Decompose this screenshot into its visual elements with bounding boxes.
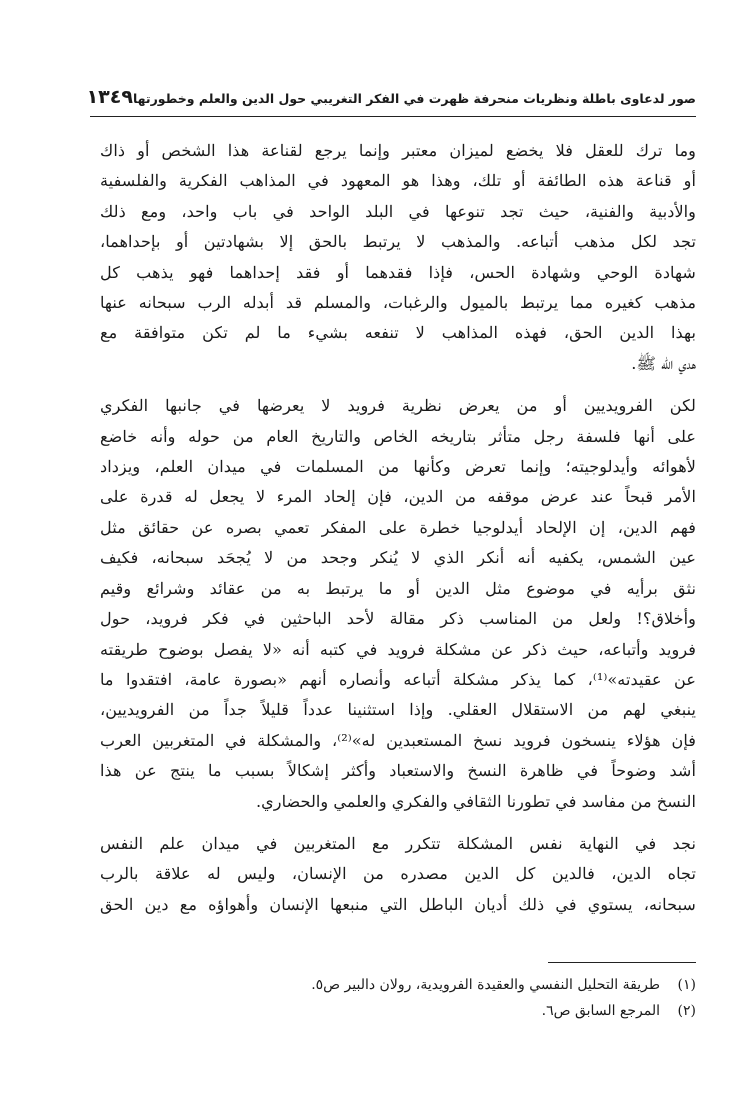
text-line: والأدبية والفنية، حيث تجد تنوعها في البلد الواحد في باب واحد، ومع ذلك xyxy=(100,201,696,221)
text-line: بهذا الدين الحق، فهذه المذاهب لا تنفعه بشيء ما لم تكن متوافقة مع xyxy=(100,323,696,343)
footnote-text: طريقة التحليل النفسي والعقيدة الفرويدية، رولان دالبير ص٥. xyxy=(311,977,660,993)
text-line: شهادة الوحي وشهادة الحس، فإذا فقدهما أو فقد إحداهما فهو يذهب كل xyxy=(100,262,696,282)
text-line: النسخ من مفاسد في تطورنا الثقافي والفكري والعلمي والحضاري. xyxy=(255,791,696,811)
text-line: أو قناعة هذه الطائفة أو تلك، وهذا هو المعهود في المذاهب الفكرية والفلسفية xyxy=(100,171,696,191)
text-line: أشد وضوحاً في ظاهرة النسخ والاستعباد وأكثر إشكالاً بسبب ما ينتج عن هذا xyxy=(100,761,696,781)
paragraph-3 xyxy=(100,829,696,920)
text-line: مذهب كغيره مما يرتبط بالميول والرغبات، والمسلم قد أبدله الرب سبحانه عنها xyxy=(100,293,696,313)
header-rule xyxy=(90,116,696,117)
text-line: على أنها فلسفة رجل متأثر بتاريخه الخاص والتاريخ العام من حوله وأنه خاضع xyxy=(100,426,696,446)
text-line: فإن هؤلاء ينسخون فرويد نسخ المستعبدين له»⁽²⁾، والمشكلة في المتغربين العرب xyxy=(100,730,696,750)
text-line: الأمر قبحاً عند عرض موقفه من الدين، فإن إلحاد المرء لا يجعل له قدرة على xyxy=(100,487,696,507)
text-line: لأهوائه وأيدلوجيته؛ وإنما تعرض وكأنها من المسلمات في ميدان العلم، ويزداد xyxy=(100,457,696,477)
running-title: صور لدعاوى باطلة ونظريات منحرفة ظهرت في الفكر التغريبي حول الدين والعلم وخطورتها xyxy=(132,91,696,106)
text-line: عين الشمس، يكفيه أنه أنكر الذي لا يُنكر وجحد من لا يُجحَد سبحانه، فكيف xyxy=(100,548,696,568)
text-line: سبحانه، يستوي في ذلك أديان الباطل التي منبعها الإنسان وأهواؤه مع دين الحق xyxy=(100,894,696,914)
text-line: تجاه الدين، فالدين كل الدين مصدره من الإنسان، وليس له علاقة بالرب xyxy=(100,864,696,884)
paragraph-2 xyxy=(100,391,696,817)
text-line: هدي الله ﷺ. xyxy=(631,353,696,373)
text-line: وأخلاق؟! ولعل من المناسب ذكر مقالة لأحد الباحثين في فكر فرويد، حول xyxy=(100,609,696,629)
running-header xyxy=(86,86,696,108)
footnote-1 xyxy=(300,972,696,998)
footnote-text: المرجع السابق ص٦. xyxy=(541,1003,660,1019)
footnote-mark: (٢) xyxy=(677,1003,696,1019)
paragraph-1 xyxy=(100,136,696,379)
footnote-rule xyxy=(548,962,696,963)
footnotes xyxy=(300,972,696,1024)
footnote-mark: (١) xyxy=(677,977,696,993)
footnote-2 xyxy=(300,998,696,1024)
body-text xyxy=(100,136,696,932)
text-line: تجد لكل مذهب أتباعه. والمذهب لا يرتبط بالحق إلا بشهادتين أو بإحداهما، xyxy=(100,232,696,252)
text-line: عن عقيدته»⁽¹⁾، كما يذكر مشكلة أتباعه وأنصاره أنهم «بصورة عامة، افتقدوا ما xyxy=(100,669,697,689)
text-line: ينبغي لهم من الاستقلال العقلي. وإذا استثنينا عدداً قليلاً جداً من الفرويديين، xyxy=(100,700,696,720)
text-line: نثق برأيه في موضوع مثل الدين أو ما يرتبط به من عقائد وشرائع وقيم xyxy=(100,578,696,598)
text-line: وما ترك للعقل فلا يخضع لميزان معتبر وإنما يرجع لقناعة هذا الشخص أو ذاك xyxy=(100,141,696,160)
text-line: لكن الفرويديين أو من يعرض نظرية فرويد لا يعرضها في جانبها الفكري xyxy=(100,396,696,416)
text-line: فرويد وأتباعه، حيث ذكر عن مشكلة فرويد في كتبه أنه «لا يفصل بوضوح طريقته xyxy=(100,639,696,659)
text-line: نجد في النهاية نفس المشكلة تتكرر مع المتغربين في ميدان علم النفس xyxy=(100,833,696,853)
text-line: فهم الدين، إن الإلحاد أيدلوجيا خطرة على المفكر تعمي بصره عن حقائق مثل xyxy=(100,517,696,537)
page-number: ١٣٤٩ xyxy=(86,86,133,108)
